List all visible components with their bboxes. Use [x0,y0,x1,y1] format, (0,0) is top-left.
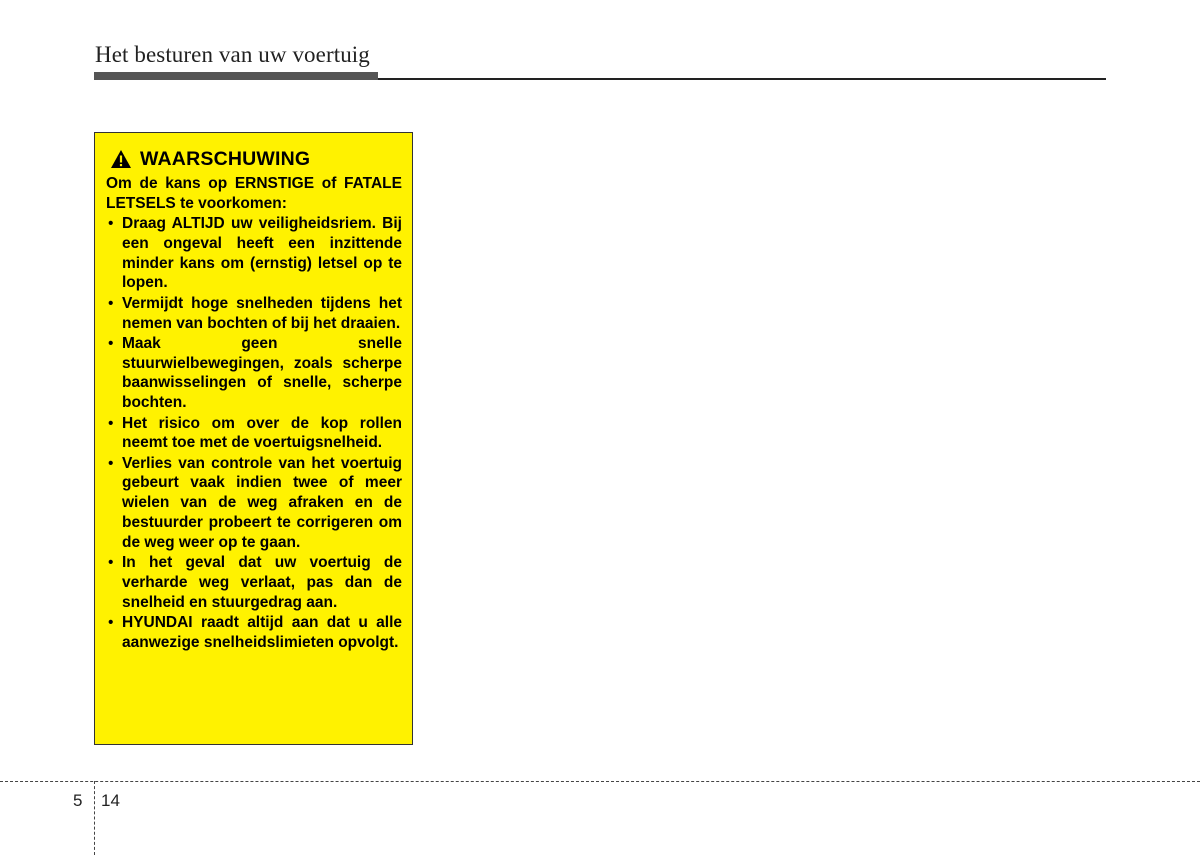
warning-item-text: Maak geen snelle stuurwielbewegingen, zoals scherpe baanwisselingen of snelle, scherpe bochten. [122,334,402,412]
warning-heading [110,145,402,173]
warning-intro: Om de kans op ERNSTIGE of FATALE LETSELS te voorkomen: [106,175,402,212]
warning-item [106,214,402,293]
warning-item-text: Draag ALTIJD uw veiligheidsriem. Bij een ongeval heeft een inzittende minder kans om (ernstig) letsel op te lopen. [122,215,402,292]
bullet: • [108,414,114,432]
warning-item-text: In het geval dat uw voertuig de verharde weg verlaat, pas dan de snelheid en stuurgedrag aan. [122,554,402,611]
warning-item-text: Vermijdt hoge snelheden tijdens het nemen van bochten of bij het draaien. [122,294,402,332]
bullet: • [108,334,114,352]
bullet: • [108,215,114,233]
warning-item [106,334,402,413]
header-rule-thick [94,72,378,80]
warning-item [106,613,402,653]
bullet: • [108,614,114,632]
warning-item [106,553,402,612]
page-number: 14 [101,791,120,810]
page-header-title: Het besturen van uw voertuig [95,42,370,67]
bullet: • [108,554,114,572]
warning-item [106,414,402,454]
warning-list [106,214,402,653]
section-number: 5 [73,791,83,810]
warning-triangle-icon [110,149,132,169]
warning-item-text: HYUNDAI raadt altijd aan dat u alle aanwezige snelheidslimieten opvolgt. [122,614,402,651]
footer-dashed-divider [94,781,95,855]
warning-box [94,132,413,745]
header-rule-thin [378,78,1106,80]
warning-item-text: Het risico om over de kop rollen neemt toe met de voertuigsnelheid. [122,414,402,452]
warning-item [106,294,402,334]
warning-heading-text: WAARSCHUWING [140,147,311,170]
bullet: • [108,294,114,312]
footer-dashed-rule [0,781,1200,782]
warning-item-text: Verlies van controle van het voertuig gebeurt vaak indien twee of meer wielen van de weg afraken en de bestuurder probeert te corrigeren om de weg weer op te gaan. [122,454,402,551]
warning-item [106,454,402,553]
bullet: • [108,454,114,472]
